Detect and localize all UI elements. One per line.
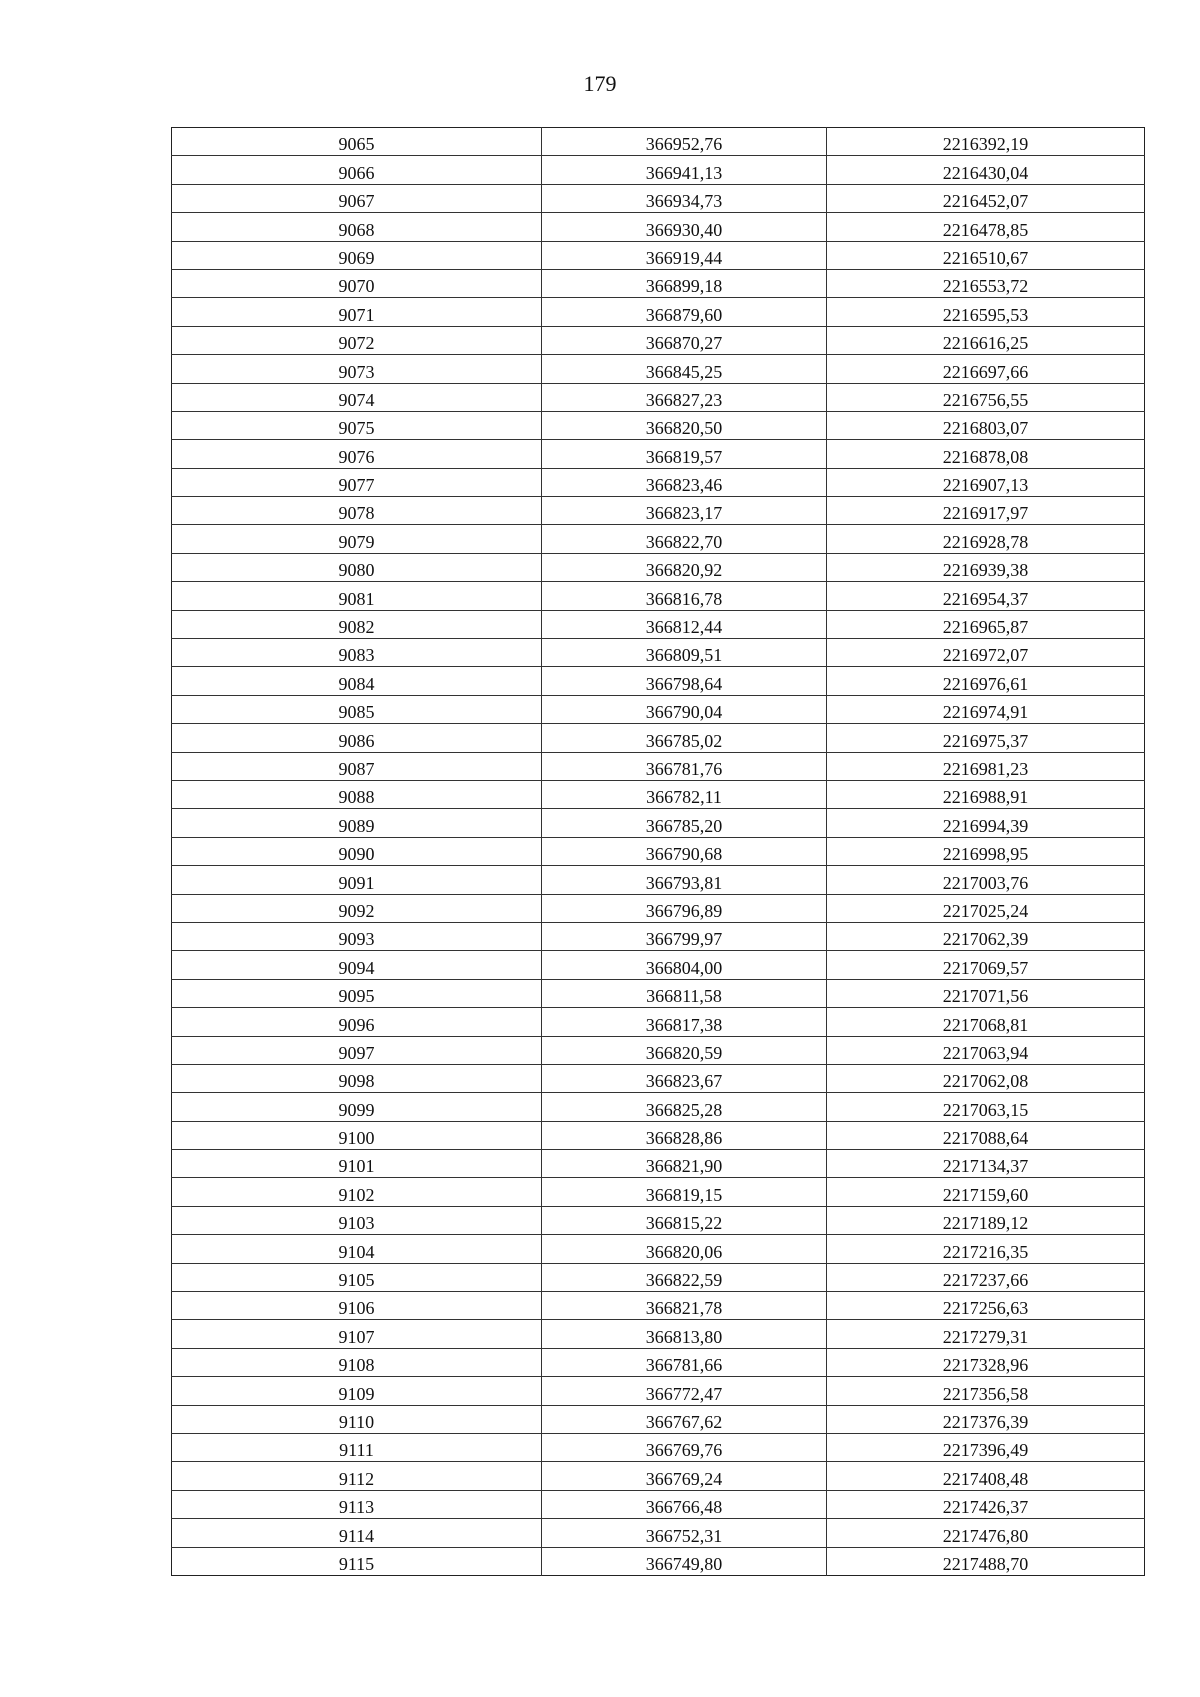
table-row xyxy=(172,1178,1145,1206)
point-number-cell: 9088 xyxy=(172,780,542,808)
y-coordinate-cell: 2217134,37 xyxy=(827,1150,1145,1178)
y-coordinate-cell: 2216954,37 xyxy=(827,582,1145,610)
y-coordinate-cell: 2217003,76 xyxy=(827,866,1145,894)
point-number-cell: 9114 xyxy=(172,1519,542,1547)
table-row xyxy=(172,951,1145,979)
point-number-cell: 9105 xyxy=(172,1263,542,1291)
point-number-cell: 9095 xyxy=(172,979,542,1007)
table-row xyxy=(172,1547,1145,1575)
point-number-cell: 9097 xyxy=(172,1036,542,1064)
y-coordinate-cell: 2217189,12 xyxy=(827,1206,1145,1234)
point-number-cell: 9110 xyxy=(172,1405,542,1433)
y-coordinate-cell: 2217279,31 xyxy=(827,1320,1145,1348)
y-coordinate-cell: 2217025,24 xyxy=(827,894,1145,922)
y-coordinate-cell: 2217237,66 xyxy=(827,1263,1145,1291)
x-coordinate-cell: 366934,73 xyxy=(542,184,827,212)
y-coordinate-cell: 2217476,80 xyxy=(827,1519,1145,1547)
point-number-cell: 9079 xyxy=(172,525,542,553)
table-row xyxy=(172,1320,1145,1348)
point-number-cell: 9077 xyxy=(172,468,542,496)
point-number-cell: 9076 xyxy=(172,440,542,468)
table-row xyxy=(172,1064,1145,1092)
point-number-cell: 9109 xyxy=(172,1377,542,1405)
y-coordinate-cell: 2217159,60 xyxy=(827,1178,1145,1206)
table-row xyxy=(172,922,1145,950)
x-coordinate-cell: 366879,60 xyxy=(542,298,827,326)
point-number-cell: 9104 xyxy=(172,1235,542,1263)
x-coordinate-cell: 366799,97 xyxy=(542,922,827,950)
x-coordinate-cell: 366823,17 xyxy=(542,497,827,525)
x-coordinate-cell: 366820,50 xyxy=(542,411,827,439)
y-coordinate-cell: 2217356,58 xyxy=(827,1377,1145,1405)
y-coordinate-cell: 2217376,39 xyxy=(827,1405,1145,1433)
y-coordinate-cell: 2216697,66 xyxy=(827,355,1145,383)
y-coordinate-cell: 2216907,13 xyxy=(827,468,1145,496)
y-coordinate-cell: 2216553,72 xyxy=(827,269,1145,297)
point-number-cell: 9098 xyxy=(172,1064,542,1092)
point-number-cell: 9100 xyxy=(172,1121,542,1149)
table-row xyxy=(172,724,1145,752)
x-coordinate-cell: 366796,89 xyxy=(542,894,827,922)
table-row xyxy=(172,184,1145,212)
table-row xyxy=(172,1036,1145,1064)
table-row xyxy=(172,1150,1145,1178)
table-row xyxy=(172,1008,1145,1036)
page-number: 179 xyxy=(583,71,617,96)
point-number-cell: 9078 xyxy=(172,497,542,525)
point-number-cell: 9107 xyxy=(172,1320,542,1348)
x-coordinate-cell: 366827,23 xyxy=(542,383,827,411)
point-number-cell: 9090 xyxy=(172,837,542,865)
x-coordinate-cell: 366769,24 xyxy=(542,1462,827,1490)
y-coordinate-cell: 2216616,25 xyxy=(827,326,1145,354)
y-coordinate-cell: 2216975,37 xyxy=(827,724,1145,752)
table-row xyxy=(172,582,1145,610)
table-row xyxy=(172,128,1145,156)
table-row xyxy=(172,525,1145,553)
y-coordinate-cell: 2216878,08 xyxy=(827,440,1145,468)
table-row xyxy=(172,1121,1145,1149)
y-coordinate-cell: 2217068,81 xyxy=(827,1008,1145,1036)
y-coordinate-cell: 2217069,57 xyxy=(827,951,1145,979)
y-coordinate-cell: 2216756,55 xyxy=(827,383,1145,411)
table-row xyxy=(172,269,1145,297)
coordinates-table-body xyxy=(172,128,1145,1576)
point-number-cell: 9113 xyxy=(172,1490,542,1518)
point-number-cell: 9071 xyxy=(172,298,542,326)
y-coordinate-cell: 2216974,91 xyxy=(827,695,1145,723)
y-coordinate-cell: 2216994,39 xyxy=(827,809,1145,837)
point-number-cell: 9102 xyxy=(172,1178,542,1206)
y-coordinate-cell: 2216972,07 xyxy=(827,639,1145,667)
x-coordinate-cell: 366809,51 xyxy=(542,639,827,667)
point-number-cell: 9074 xyxy=(172,383,542,411)
x-coordinate-cell: 366811,58 xyxy=(542,979,827,1007)
y-coordinate-cell: 2217071,56 xyxy=(827,979,1145,1007)
x-coordinate-cell: 366785,02 xyxy=(542,724,827,752)
table-row xyxy=(172,1405,1145,1433)
table-row xyxy=(172,383,1145,411)
point-number-cell: 9085 xyxy=(172,695,542,723)
x-coordinate-cell: 366952,76 xyxy=(542,128,827,156)
y-coordinate-cell: 2216998,95 xyxy=(827,837,1145,865)
x-coordinate-cell: 366785,20 xyxy=(542,809,827,837)
x-coordinate-cell: 366817,38 xyxy=(542,1008,827,1036)
y-coordinate-cell: 2216939,38 xyxy=(827,553,1145,581)
table-row xyxy=(172,1206,1145,1234)
y-coordinate-cell: 2217408,48 xyxy=(827,1462,1145,1490)
table-row xyxy=(172,780,1145,808)
table-row xyxy=(172,695,1145,723)
point-number-cell: 9082 xyxy=(172,610,542,638)
x-coordinate-cell: 366804,00 xyxy=(542,951,827,979)
x-coordinate-cell: 366766,48 xyxy=(542,1490,827,1518)
x-coordinate-cell: 366752,31 xyxy=(542,1519,827,1547)
table-row xyxy=(172,1263,1145,1291)
point-number-cell: 9112 xyxy=(172,1462,542,1490)
table-row xyxy=(172,1462,1145,1490)
x-coordinate-cell: 366820,92 xyxy=(542,553,827,581)
x-coordinate-cell: 366919,44 xyxy=(542,241,827,269)
x-coordinate-cell: 366870,27 xyxy=(542,326,827,354)
point-number-cell: 9066 xyxy=(172,156,542,184)
x-coordinate-cell: 366815,22 xyxy=(542,1206,827,1234)
y-coordinate-cell: 2217062,39 xyxy=(827,922,1145,950)
x-coordinate-cell: 366822,70 xyxy=(542,525,827,553)
y-coordinate-cell: 2217396,49 xyxy=(827,1433,1145,1461)
x-coordinate-cell: 366821,78 xyxy=(542,1292,827,1320)
x-coordinate-cell: 366941,13 xyxy=(542,156,827,184)
table-row xyxy=(172,298,1145,326)
x-coordinate-cell: 366825,28 xyxy=(542,1093,827,1121)
y-coordinate-cell: 2217088,64 xyxy=(827,1121,1145,1149)
x-coordinate-cell: 366782,11 xyxy=(542,780,827,808)
x-coordinate-cell: 366781,76 xyxy=(542,752,827,780)
point-number-cell: 9080 xyxy=(172,553,542,581)
point-number-cell: 9103 xyxy=(172,1206,542,1234)
table-row xyxy=(172,639,1145,667)
table-row xyxy=(172,610,1145,638)
x-coordinate-cell: 366769,76 xyxy=(542,1433,827,1461)
y-coordinate-cell: 2217256,63 xyxy=(827,1292,1145,1320)
table-row xyxy=(172,411,1145,439)
x-coordinate-cell: 366820,59 xyxy=(542,1036,827,1064)
x-coordinate-cell: 366828,86 xyxy=(542,1121,827,1149)
x-coordinate-cell: 366790,04 xyxy=(542,695,827,723)
y-coordinate-cell: 2216965,87 xyxy=(827,610,1145,638)
table-row xyxy=(172,837,1145,865)
x-coordinate-cell: 366749,80 xyxy=(542,1547,827,1575)
x-coordinate-cell: 366823,67 xyxy=(542,1064,827,1092)
table-row xyxy=(172,979,1145,1007)
table-row xyxy=(172,241,1145,269)
point-number-cell: 9093 xyxy=(172,922,542,950)
y-coordinate-cell: 2217328,96 xyxy=(827,1348,1145,1376)
table-row xyxy=(172,1519,1145,1547)
x-coordinate-cell: 366930,40 xyxy=(542,213,827,241)
table-row xyxy=(172,497,1145,525)
table-row xyxy=(172,1433,1145,1461)
table-row xyxy=(172,355,1145,383)
y-coordinate-cell: 2216392,19 xyxy=(827,128,1145,156)
table-row xyxy=(172,1093,1145,1121)
x-coordinate-cell: 366781,66 xyxy=(542,1348,827,1376)
table-row xyxy=(172,326,1145,354)
point-number-cell: 9070 xyxy=(172,269,542,297)
table-row xyxy=(172,1235,1145,1263)
point-number-cell: 9106 xyxy=(172,1292,542,1320)
y-coordinate-cell: 2216595,53 xyxy=(827,298,1145,326)
point-number-cell: 9065 xyxy=(172,128,542,156)
coordinates-table xyxy=(171,127,1145,1576)
y-coordinate-cell: 2216917,97 xyxy=(827,497,1145,525)
point-number-cell: 9094 xyxy=(172,951,542,979)
point-number-cell: 9101 xyxy=(172,1150,542,1178)
y-coordinate-cell: 2217063,94 xyxy=(827,1036,1145,1064)
x-coordinate-cell: 366798,64 xyxy=(542,667,827,695)
point-number-cell: 9115 xyxy=(172,1547,542,1575)
point-number-cell: 9083 xyxy=(172,639,542,667)
point-number-cell: 9084 xyxy=(172,667,542,695)
x-coordinate-cell: 366823,46 xyxy=(542,468,827,496)
x-coordinate-cell: 366820,06 xyxy=(542,1235,827,1263)
table-row xyxy=(172,1348,1145,1376)
x-coordinate-cell: 366772,47 xyxy=(542,1377,827,1405)
point-number-cell: 9069 xyxy=(172,241,542,269)
table-row xyxy=(172,809,1145,837)
y-coordinate-cell: 2216976,61 xyxy=(827,667,1145,695)
table-row xyxy=(172,156,1145,184)
y-coordinate-cell: 2216988,91 xyxy=(827,780,1145,808)
point-number-cell: 9073 xyxy=(172,355,542,383)
x-coordinate-cell: 366790,68 xyxy=(542,837,827,865)
table-row xyxy=(172,752,1145,780)
table-row xyxy=(172,468,1145,496)
x-coordinate-cell: 366812,44 xyxy=(542,610,827,638)
y-coordinate-cell: 2217063,15 xyxy=(827,1093,1145,1121)
point-number-cell: 9108 xyxy=(172,1348,542,1376)
table-row xyxy=(172,866,1145,894)
point-number-cell: 9089 xyxy=(172,809,542,837)
y-coordinate-cell: 2216452,07 xyxy=(827,184,1145,212)
table-row xyxy=(172,213,1145,241)
point-number-cell: 9091 xyxy=(172,866,542,894)
y-coordinate-cell: 2216803,07 xyxy=(827,411,1145,439)
x-coordinate-cell: 366813,80 xyxy=(542,1320,827,1348)
point-number-cell: 9072 xyxy=(172,326,542,354)
x-coordinate-cell: 366767,62 xyxy=(542,1405,827,1433)
y-coordinate-cell: 2216981,23 xyxy=(827,752,1145,780)
point-number-cell: 9092 xyxy=(172,894,542,922)
point-number-cell: 9068 xyxy=(172,213,542,241)
table-row xyxy=(172,894,1145,922)
y-coordinate-cell: 2217062,08 xyxy=(827,1064,1145,1092)
y-coordinate-cell: 2216510,67 xyxy=(827,241,1145,269)
point-number-cell: 9086 xyxy=(172,724,542,752)
point-number-cell: 9075 xyxy=(172,411,542,439)
point-number-cell: 9096 xyxy=(172,1008,542,1036)
y-coordinate-cell: 2217426,37 xyxy=(827,1490,1145,1518)
table-row xyxy=(172,667,1145,695)
point-number-cell: 9099 xyxy=(172,1093,542,1121)
y-coordinate-cell: 2216928,78 xyxy=(827,525,1145,553)
table-row xyxy=(172,1292,1145,1320)
y-coordinate-cell: 2216430,04 xyxy=(827,156,1145,184)
table-row xyxy=(172,1490,1145,1518)
point-number-cell: 9111 xyxy=(172,1433,542,1461)
table-row xyxy=(172,553,1145,581)
point-number-cell: 9081 xyxy=(172,582,542,610)
y-coordinate-cell: 2217216,35 xyxy=(827,1235,1145,1263)
x-coordinate-cell: 366845,25 xyxy=(542,355,827,383)
x-coordinate-cell: 366821,90 xyxy=(542,1150,827,1178)
point-number-cell: 9087 xyxy=(172,752,542,780)
table-row xyxy=(172,1377,1145,1405)
x-coordinate-cell: 366899,18 xyxy=(542,269,827,297)
x-coordinate-cell: 366793,81 xyxy=(542,866,827,894)
x-coordinate-cell: 366819,57 xyxy=(542,440,827,468)
x-coordinate-cell: 366822,59 xyxy=(542,1263,827,1291)
x-coordinate-cell: 366816,78 xyxy=(542,582,827,610)
x-coordinate-cell: 366819,15 xyxy=(542,1178,827,1206)
y-coordinate-cell: 2217488,70 xyxy=(942,1553,1029,1574)
table-row xyxy=(172,440,1145,468)
point-number-cell: 9067 xyxy=(172,184,542,212)
y-coordinate-cell: 2216478,85 xyxy=(827,213,1145,241)
